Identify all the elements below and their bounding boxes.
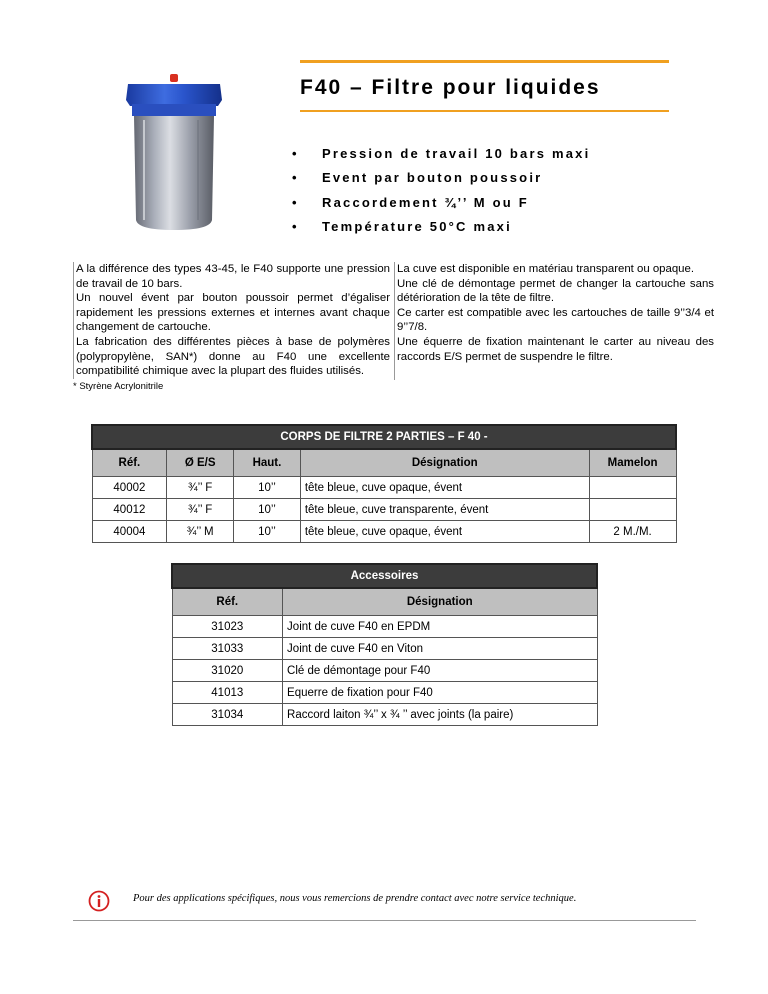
column-header: Mamelon [589,449,676,477]
cell-ref: 40002 [92,477,167,499]
cell-height: 10’’ [234,499,301,521]
paragraph: Ce carter est compatible avec les cartouches de taille 9’’3/4 et 9’’7/8. [397,306,714,334]
feature-item: • Pression de travail 10 bars maxi [292,146,591,161]
column-header: Réf. [172,588,283,616]
paragraph: A la différence des types 43-45, le F40 supporte une pression de travail de 10 bars. [76,263,390,290]
title-rule-top [300,60,669,63]
table-row [92,499,676,521]
table-header-row [172,588,597,616]
paragraph: Une équerre de fixation maintenant le carter au niveau des raccords E/S permet de suspendre le filtre. [397,335,714,363]
paragraph: Un nouvel évent par bouton poussoir permet d’égaliser rapidement les pressions externes et internes avant chaque changement de cartouche. [76,292,390,334]
cell-designation: tête bleue, cuve transparente, évent [300,499,589,521]
cell-ref: 31023 [172,616,283,638]
accessories-table [171,563,598,726]
cell-mamelon: 2 M./M. [589,521,676,543]
title-rule-bottom [300,110,669,112]
info-icon [88,890,110,912]
column-header: Ø E/S [167,449,234,477]
table-row [172,638,597,660]
filter-housing-image [110,70,240,240]
table-row [172,682,597,704]
bullet-icon: • [292,194,299,210]
bullet-icon: • [292,146,299,161]
cell-ref: 31033 [172,638,283,660]
bullet-icon: • [292,170,299,186]
cell-ref: 31020 [172,660,283,682]
cell-diameter: ¾’’ M [167,521,234,543]
cell-designation: Joint de cuve F40 en EPDM [283,616,597,638]
filter-body-table [91,424,677,543]
table-caption: Accessoires [172,564,597,588]
cell-designation: tête bleue, cuve opaque, évent [300,521,589,543]
column-header: Désignation [300,449,589,477]
cell-diameter: ¾’’ F [167,499,234,521]
cell-designation: Raccord laiton ¾’’ x ¾ ’’ avec joints (la paire) [283,704,597,726]
cell-ref: 41013 [172,682,283,704]
description-left-column [73,262,390,379]
footnote: * Styrène Acrylonitrile [73,381,164,392]
column-header: Réf. [92,449,167,477]
feature-item: • Température 50°C maxi [292,219,512,235]
cell-ref: 31034 [172,704,283,726]
table-caption: CORPS DE FILTRE 2 PARTIES – F 40 - [92,425,676,449]
paragraph: La fabrication des différentes pièces à base de polymères (polypropylène, SAN*) donne au F40 une excellente compatibilité chimique avec la plupart des fluides utilisés. [76,335,390,378]
feature-list [292,145,590,243]
bullet-icon: • [292,219,299,235]
cell-designation: Equerre de fixation pour F40 [283,682,597,704]
table-row [92,477,676,499]
cell-height: 10’’ [234,521,301,543]
table-row [172,616,597,638]
table-header-row [92,449,676,477]
paragraph: Une clé de démontage permet de changer la cartouche sans détérioration de la tête de filtre. [397,277,714,305]
description-right-column [394,262,714,380]
footer-rule [73,920,696,921]
column-header: Haut. [234,449,301,477]
table-row [92,521,676,543]
cell-mamelon [589,499,676,521]
page-title: F40 – Filtre pour liquides [300,76,601,99]
cell-designation: Clé de démontage pour F40 [283,660,597,682]
cell-ref: 40012 [92,499,167,521]
footer-note: Pour des applications spécifiques, nous vous remercions de prendre contact avec notre service technique. [133,893,577,904]
cell-ref: 40004 [92,521,167,543]
cell-diameter: ¾’’ F [167,477,234,499]
table-row [172,704,597,726]
cell-designation: Joint de cuve F40 en Viton [283,638,597,660]
cell-designation: tête bleue, cuve opaque, évent [300,477,589,499]
feature-item: • Raccordement ¾’’ M ou F [292,194,529,210]
paragraph: La cuve est disponible en matériau transparent ou opaque. [397,263,694,275]
feature-item: • Event par bouton poussoir [292,170,543,186]
cell-mamelon [589,477,676,499]
table-row [172,660,597,682]
cell-height: 10’’ [234,477,301,499]
column-header: Désignation [283,588,597,616]
